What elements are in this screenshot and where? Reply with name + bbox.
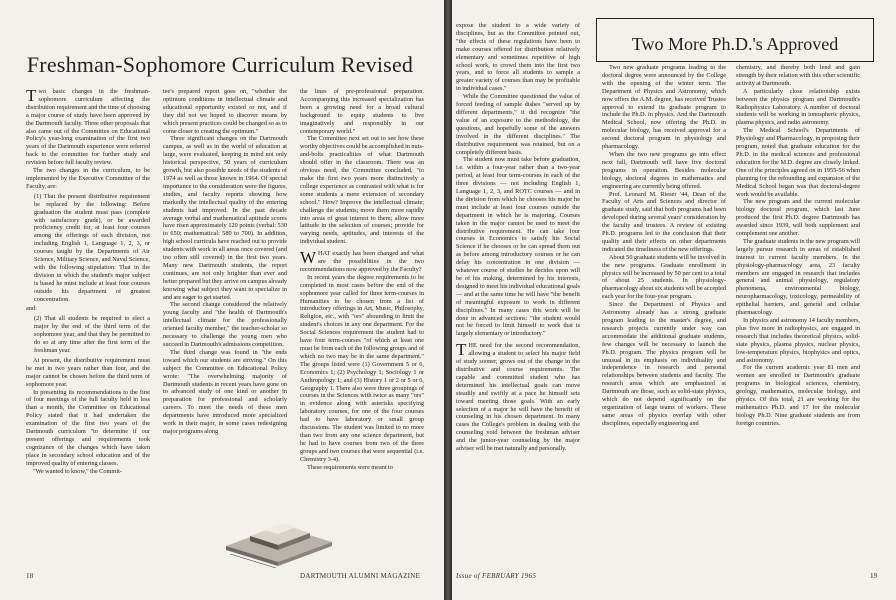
paragraph: The second change considered the relatively young faculty and "the health of Dartmouth's intellectual climate for the professionally oriented faculty member," the teacher-scholar so necessary to challenge the young men who succeed in Dartmouth's admissions competition.: [163, 301, 287, 348]
paragraph: The Committee next set out to see how these worthy objectives could be accomplished in nuts-and-bolts practicalities of what Dartmouth should offer in the classroom. There was an obvious need, the Committee concluded, "to make the first two years more distinctively a college experience as contrasted with what is for some students a mere extension of secondary school." How? Improve the intellectual climate; challenge the students; move them more rapidly into areas of great interest to them; allow more latitude in the selection of courses; provide for varying needs, aptitudes, and interests of the individual student.: [300, 135, 424, 246]
paragraph: The two changes in the curriculum, to be implemented by the Executive Committee of the Faculty, are:: [26, 167, 150, 190]
gutter: [444, 0, 452, 600]
paragraph: About 50 graduate students will be involved in the new programs. Graduate enrollment in physics will be increased by 50 per cent to a total of about 25 students. In physiology-pharmacology about six students will be accepted each year for the four-year program.: [602, 253, 727, 301]
paragraph: The Medical School's Departments of Physiology and Pharmacology, in proposing their program, noted that graduate education for the Ph.D. in the medical sciences and professional education for the M.D. degree are closely linked. One of the principles agreed on in 1955-56 when planning for the refounding and expansion of the Medical School began was that doctoral-degree work would be available.: [736, 127, 860, 198]
paragraph: In presenting its recommendations to the first of four meetings of the full faculty held in less than a month, the Committee on Educational Policy stated that it had undertaken the examination of the first two years of the Dartmouth curriculum "to determine if our present offerings and requirements took cognizance of the changes which have taken place in secondary school education and of the improved quality of entering classes.: [26, 388, 150, 467]
paragraph: In physics and astronomy 14 faculty members, plus five more in radiophysics, are engaged in research that includes theoretical physics, solid-state physics, plasma physics, nuclear physics, low-temperature physics, biophysics and optics, and astronomy.: [736, 317, 860, 364]
paragraph: When the two new programs go into effect next fall, Dartmouth will have five doctoral programs in operation. Besides molecular biology, doctoral degrees in mathematics and engineering are currently being offered.: [602, 150, 726, 190]
paragraph: A particularly close relationship exists between the physics program and Dartmouth's Radiophysics Laboratory. A number of doctoral students will be working in ionospheric physics, plasma physics, and radio astronomy.: [736, 87, 860, 127]
right-column-2: [602, 64, 726, 428]
page-number: 19: [870, 572, 878, 580]
paragraph: The student now must take before graduation, i.e. within a four-year rather than a two-year period, at least four term-courses in each of the three divisions — not including English 1, Language 1, 2, 3, and ROTC courses — and in the division from which he chooses his major he must include at least four courses outside the department in which he is majoring. Courses taken in the major cannot be used to meet the distributive requirement. He can take four courses in Economics to satisfy his Social Science if he chooses or he can spread them out as before among introductory courses or he can delay his concentration in one division — whatever course of studies he decides upon will be of his making, determined by his interests, designed to meet his individual educational goals — and at the same time he will have "the benefit of meaningful exposure to work in different disciplines." In many cases this work will be done in advanced sections: "the student would not be forced to limit himself to work that is largely elementary or introductory.": [456, 156, 580, 338]
paragraph: Prof. Leonard M. Rieser '44, Dean of the Faculty of Arts and Sciences and director of graduate study, said that both programs had been developed during several years' consideration by the faculty and trustees. A review of existing Ph.D. programs led to the conclusion that their quality and their effects on other departments indicated the timeliness of the new offerings.: [602, 190, 726, 253]
left-column-3: [300, 88, 424, 472]
article-title: Freshman-Sophomore Curriculum Revised: [26, 52, 414, 77]
sidebar-title: Two More Ph.D.'s Approved: [631, 34, 839, 54]
left-column-1: [26, 88, 150, 476]
paragraph: chemistry, and thereby both lend and gain strength by their relation with this other scientific activity at Dartmouth.: [736, 64, 860, 87]
paragraph: While the Committee questioned the value of forced feeding of sample dishes "served up by different departments," it did recognize "the value of an exposure to the methodology, the questions, and hopefully some of the answers involved in the different disciplines." The distributive requirement was retained, but on a completely different basis.: [456, 93, 580, 156]
paragraph: The graduate students in the new program will largely pursue research in areas of established interest to current faculty members. In the physiology-pharmacology area, 23 faculty members are engaged in research that includes general and animal physiology, regulatory phenomena, environmental biology, neuropharmacology, toxicology, permeability of epithelial barriers, and general and cellular pharmacology.: [736, 237, 860, 317]
paragraph: For the current academic year 81 men and women are enrolled in Dartmouth's graduate programs in biological sciences, chemistry, geology, mathematics, molecular biology, and physics. Of this total, 21 are working for the mathematics Ph.D. and 17 for the molecular biology Ph.D. Nine graduate students are from foreign countries.: [736, 364, 860, 427]
issue-date: Issue of FEBRUARY 1965: [456, 572, 537, 580]
drop-cap: W: [300, 248, 317, 268]
magazine-name: DARTMOUTH ALUMNI MAGAZINE: [300, 572, 421, 580]
paragraph: Since the Department of Physics and Astronomy already has a strong graduate program leading to the master's degree, and research projects currently under way can accommodate the additional graduate students, few changes will be necessary to launch the Ph.D. program. The physics program will be unusual in its emphasis on individuality and independence in research and personal relationships between students and faculty. The research areas which are emphasized at Dartmouth are those, such as solid-state physics, which do not depend significantly on the organization of large teams of workers. These same areas of physics overlap with other disciplines, especially engineering and: [602, 301, 726, 427]
paragraph: WHAT exactly has been changed and what are the possibilities in the two recommendations now approved by the Faculty?: [300, 248, 424, 273]
drop-cap: T: [26, 86, 37, 105]
paragraph: the lines of pre-professional preparation. Accompanying this increased specialization has been a growing need for a broad cultural background to equip students to live imaginatively and responsibly in our contemporary world.": [300, 88, 424, 135]
drop-cap: T: [456, 340, 467, 360]
paragraph: These requirements were meant to: [307, 463, 393, 471]
list-item: (1) That the present distributive requirement be replaced by the following: Before graduation the student must pass (complete with satisfactory grade), or be awarded proficiency credit for, at least four courses among the offerings of each division, not including English 1, Language 1, 2, 3, or courses taught by the Departments of Air Science, Military Science, and Naval Science, with the following stipulation: That in the division in which the student's major subject is based he must include at least four courses outside his department of greatest concentration.: [34, 192, 150, 303]
paragraph: THE need for the second recommendation, allowing a student to select his major field of study sooner, grows out of the change in the distributive and course requirements. The capable and committed student who has determined his intellectual goals can move steadily and swiftly at a pace he himself sets toward meeting those goals. With an early selection of a major he will have the benefit of counseling in his chosen department. In many cases the College's problem in dealing with the counseling void between the freshman adviser and the junior-year counseling by the major adviser will be met naturally and personally.: [456, 340, 580, 453]
paragraph: The third change was found in "the ends toward which our students are striving." On this subject the Committee on Educational Policy wrote: "The overwhelming majority of Dartmouth students in recent years have gone on to advanced study of one kind or another in preparation for professional and scholarly careers. To meet the needs of these men departments have introduced more specialized work in their major, in some cases redesigning major programs along: [163, 348, 287, 435]
right-page: [452, 0, 896, 600]
left-column-2: [163, 88, 287, 436]
paragraph: expose the student to a wide variety of disciplines, but as the Committee pointed out, "the effects of these regulations have been to make courses offered for distribution relatively elementary and sometimes repetitive of high school work, to crowd them into the first two years, and to force all students to sample a greater variety of courses than may be profitable in individual cases.": [456, 22, 580, 93]
paragraph: Two new graduate programs leading to the doctoral degree were announced by the College with the opening of the winter term. The Department of Physics and Astronomy, which now offers the A.M. degree, has received Trustee approval to extend its graduate program to include the Ph.D. in physics. And the Dartmouth Medical School, now offering the Ph.D. in molecular biology, has received approval for a second doctoral program in physiology and pharmacology.: [602, 64, 726, 151]
paragraph: At present, the distributive requirement must be met in two years rather than four, and the major cannot be chosen before the third term of sophomore year.: [26, 356, 150, 388]
paragraph: and:: [26, 305, 37, 313]
paragraph: Two basic changes in the freshman-sophomore curriculum affecting the distribution requirement and the time of choosing a major course of study have been approved by the Dartmouth faculty. Three other proposals that also came out of the Committee on Educational Policy's year-long examination of the first two years of the Dartmouth experience were referred back to the committee for further study and revision before full faculty review.: [26, 86, 150, 167]
left-page: [0, 0, 444, 600]
list-item: (2) That all students be required to elect a major by the end of the third term of the sophomore year, and that they be permitted to do so at any time after the first term of the freshman year.: [34, 315, 150, 354]
campus-building-illustration: [220, 506, 338, 568]
paragraph: Three significant changes on the Dartmouth campus, as well as in the world of education at large, were evaluated, keeping in mind not only historical perspective, 50 years of curriculum growth, but also possible needs of the students of 1974 as well as those known in 1964. Of special importance to the consideration were the figures, studies, and faculty reports showing how markedly the intellectual quality of the entering students had improved. In the past decade average verbal and mathematical aptitude scores have risen approximately 120 points (verbal: 530 to 650; mathematical: 580 to 700). In addition, high school curricula have reached out to provide students with work in all areas once covered (and too often still covered) in the first two years. Many new Dartmouth students, the report continues, are not only brighter than ever and better prepared but they arrive on campus already knowing what subject they want to specialize in and are eager to get started.: [163, 135, 287, 301]
page-number: 18: [26, 572, 34, 580]
paragraph: "We wanted to know," the Commit-: [33, 467, 122, 475]
right-column-3: [736, 64, 860, 428]
right-column-1: [456, 22, 580, 453]
paragraph: The new program and the current molecular biology doctoral program, which last June produced the first Ph.D. degree Dartmouth has awarded since 1939, will both supplement and complement one another.: [736, 198, 860, 238]
paragraph: In recent years the degree requirements to be completed in most cases before the end of the sophomore year called for three term-courses in Humanities to be chosen from a list of introductory offerings in Art, Music, Philosophy, Religion, etc., with "ors" abounding to limit the student's choices in any one department. For the Social Sciences requirement the student had to have four term-courses "of which at least one must be from each of the following groups and of which no two may be in the same department." The groups listed were (1) Government 5 or 6, Economics 1; (2) Psychology 1; Sociology 1 or Anthropology 1; and (3) History 1 or 2 or 5 or 6, Geography 1. There also were three groupings of courses in the Sciences with twice as many "ors" in evidence along with asterisks specifying laboratory courses, for one of the four courses had to have laboratory or small group discussions. The student was limited to no more than two from any one science department, but he had to have courses from two of the three groups and two courses that were sequential (i.e. Chemistry 3-4).: [300, 273, 424, 463]
paragraph: tee's prepared report goes on, "whether the optimum conditions in intellectual climate and educational opportunity existed or not, and if they did not we hoped to discover means by which present practices could be changed so as to come closer to creating the optimum.": [163, 88, 287, 135]
